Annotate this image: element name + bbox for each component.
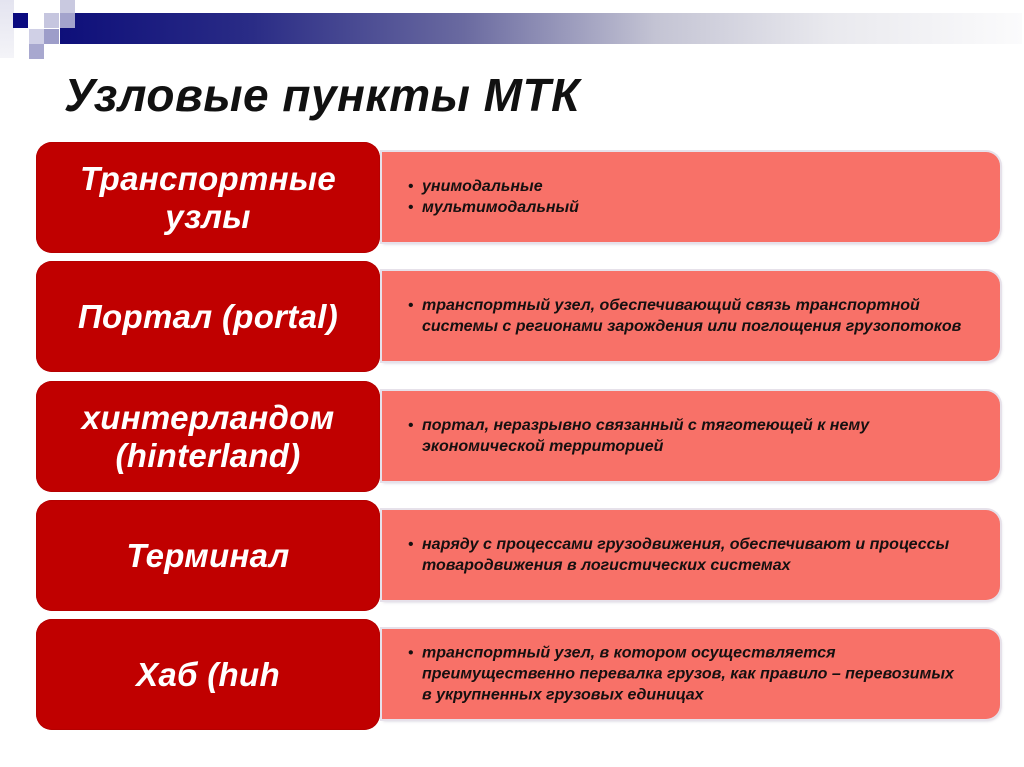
- description-panel: [382, 271, 1000, 361]
- term-label-text: хинтерландом (hinterland): [81, 398, 335, 474]
- decor-fade-column: [0, 0, 14, 58]
- bullet-item: • наряду с процессами грузодвижения, обеспечивают и процессы товародвижения в логистических системах: [408, 534, 967, 576]
- bullet-item: • транспортный узел, обеспечивающий связь транспортной системы с регионами зарождения или поглощения грузопотоков: [408, 295, 962, 337]
- bullet-list: [408, 415, 968, 457]
- bullet-list: [408, 534, 968, 576]
- bullet-item: • мультимодальный: [408, 197, 968, 218]
- term-label: [36, 381, 380, 492]
- row-portal: [36, 261, 1000, 372]
- bullet-list: [408, 643, 968, 706]
- decor-square: [13, 13, 28, 28]
- description-panel: [382, 152, 1000, 242]
- bullet-item: • портал, неразрывно связанный с тяготеющей к нему экономической территорией: [408, 415, 942, 457]
- description-panel: [382, 510, 1000, 600]
- decor-square: [29, 44, 44, 59]
- slide-title: Узловые пункты МТК: [64, 69, 580, 121]
- decor-square: [44, 29, 59, 44]
- decor-square: [44, 13, 59, 28]
- row-hinterland: [36, 381, 1000, 492]
- row-transport-nodes: [36, 142, 1000, 253]
- header-gradient-bar: [60, 13, 1022, 44]
- term-label-text: Терминал: [126, 536, 290, 574]
- term-label-text: Портал (portal): [78, 297, 338, 335]
- term-label: [36, 261, 380, 372]
- header-decoration: [0, 0, 1024, 70]
- bullet-item: • транспортный узел, в котором осуществляется преимущественно перевалка грузов, как правило – перевозимых в укрупненных грузовых единицах: [408, 643, 967, 706]
- description-panel: [382, 391, 1000, 481]
- term-label: [36, 142, 380, 253]
- bullet-list: [408, 295, 968, 337]
- term-label-text: Хаб (huh: [136, 655, 280, 693]
- bullet-list: [408, 176, 968, 218]
- term-label: [36, 500, 380, 611]
- term-label-text: Транспортные узлы: [79, 159, 336, 235]
- bullet-item: • унимодальные: [408, 176, 968, 197]
- description-panel: [382, 629, 1000, 719]
- term-label: [36, 619, 380, 730]
- row-hub: [36, 619, 1000, 730]
- decor-square: [60, 13, 75, 28]
- row-terminal: [36, 500, 1000, 611]
- decor-square: [29, 29, 44, 44]
